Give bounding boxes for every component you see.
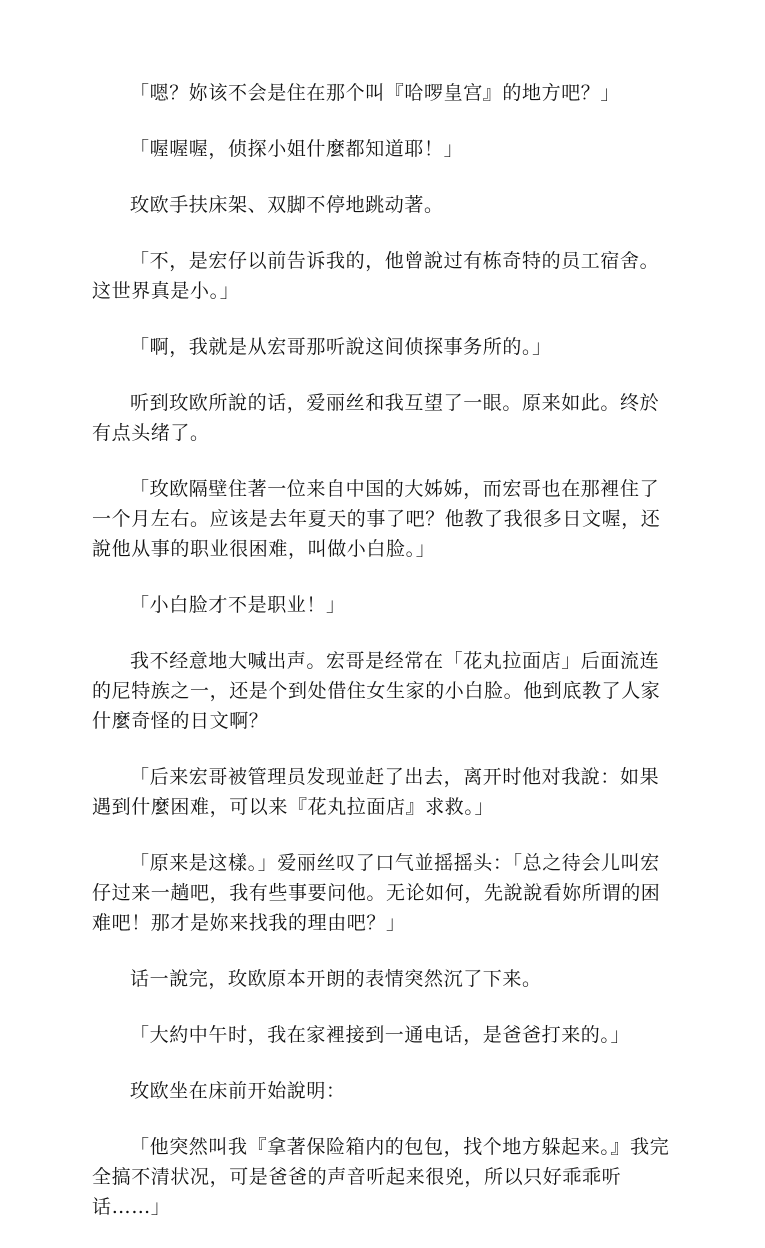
paragraph-10: 「后来宏哥被管理员发现並赶了出去，离开时他对我說：如果遇到什麼困难，可以来『花丸拉面店』求救。」 [92,766,660,818]
paragraph-1: 「嗯？妳该不会是住在那个叫『哈啰皇宫』的地方吧？」 [130,82,621,104]
paragraph-13: 「大約中午时，我在家裡接到一通电话，是爸爸打来的。」 [130,1024,631,1046]
paragraph-2: 「喔喔喔，侦探小姐什麼都知道耶！」 [130,138,464,160]
paragraph-5: 「啊，我就是从宏哥那听說这间侦探事务所的。」 [130,336,552,358]
paragraph-14: 玫欧坐在床前开始說明： [130,1080,346,1102]
body-text [92,78,672,1248]
paragraph-3: 玫欧手扶床架、双脚不停地跳动著。 [130,194,444,216]
paragraph-6: 听到玫欧所說的话，爱丽丝和我互望了一眼。原来如此。终於有点头绪了。 [92,392,660,444]
paragraph-8: 「小白脸才不是职业！」 [130,594,346,616]
paragraph-12: 话一說完，玫欧原本开朗的表情突然沉了下来。 [130,968,542,990]
paragraph-15: 「他突然叫我『拿著保险箱内的包包，找个地方躲起来。』我完全搞不清状况，可是爸爸的声音听起来很兇，所以只好乖乖听话……」 [92,1136,670,1218]
paragraph-4: 「不，是宏仔以前告诉我的，他曾說过有栋奇特的员工宿舍。这世界真是小。」 [92,250,660,302]
paragraph-9: 我不经意地大喊出声。宏哥是经常在「花丸拉面店」后面流连的尼特族之一，还是个到处借住女生家的小白脸。他到底教了人家什麼奇怪的日文啊？ [92,650,661,732]
paragraph-11: 「原来是这樣。」爱丽丝叹了口气並摇摇头：「总之待会儿叫宏仔过来一趟吧，我有些事要问他。无论如何，先說說看妳所谓的困难吧！那才是妳来找我的理由吧？」 [92,852,661,934]
paragraph-7: 「玫欧隔壁住著一位来自中国的大姊姊，而宏哥也在那裡住了一个月左右。应该是去年夏天的事了吧？他教了我很多日文喔，还說他从事的职业很困难，叫做小白脸。」 [92,478,661,560]
